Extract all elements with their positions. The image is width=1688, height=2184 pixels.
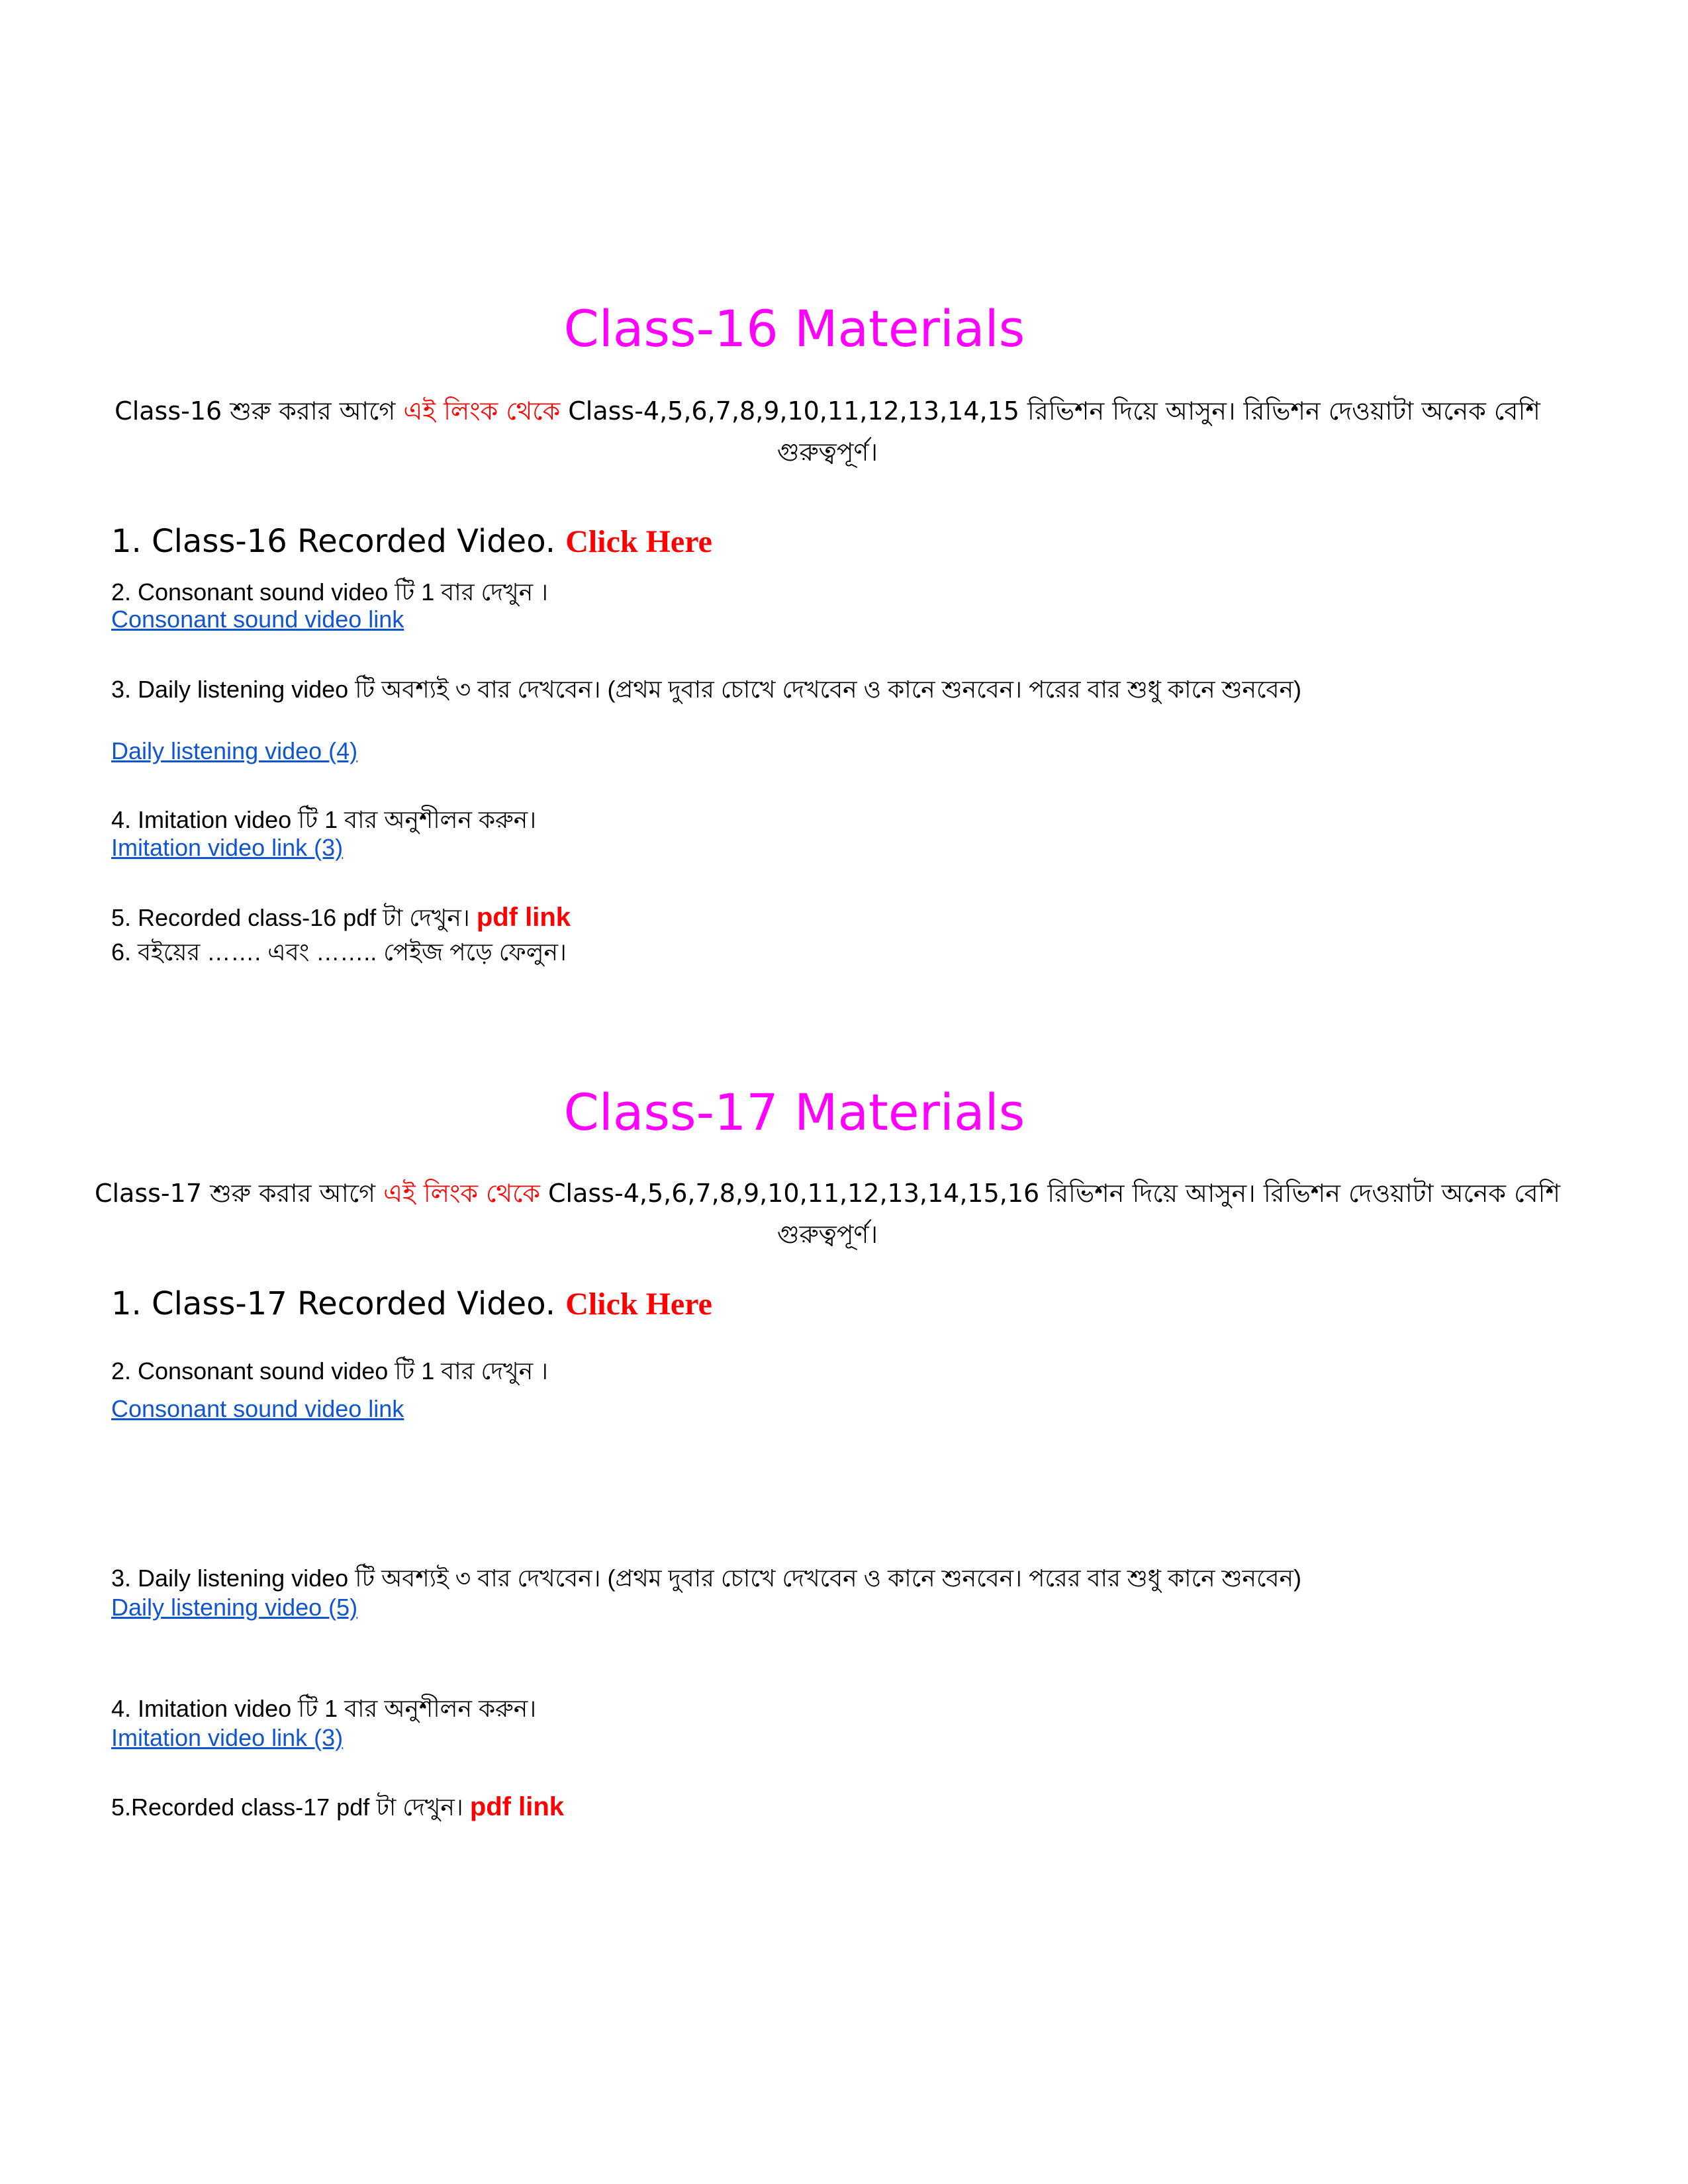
class17-imitation-link[interactable]: Imitation video link (3) bbox=[111, 1724, 344, 1751]
class17-consonant-instruction: 2. Consonant sound video টি 1 বার দেখুন । bbox=[111, 1357, 549, 1385]
class16-daily-listening-link[interactable]: Daily listening video (4) bbox=[111, 737, 358, 764]
class16-intro-text-b: Class-4,5,6,7,8,9,10,11,12,13,14,15 রিভিশন দিয়ে আসুন। রিভিশন দেওয়াটা অনেক বেশি গুরুত্বপূর্ণ। bbox=[560, 396, 1540, 467]
class17-recorded-video-item bbox=[111, 1285, 712, 1322]
class16-click-here-link[interactable]: Click Here bbox=[565, 524, 712, 559]
class17-consonant-sound-link[interactable]: Consonant sound video link bbox=[111, 1395, 404, 1422]
class17-intro-text-a: Class-17 শুরু করার আগে bbox=[94, 1179, 384, 1208]
class16-recorded-video-item bbox=[111, 523, 712, 560]
class16-intro-revision-link[interactable]: এই লিংক থেকে bbox=[403, 396, 561, 426]
class16-pdf-link[interactable]: pdf link bbox=[476, 903, 571, 932]
class17-daily-listening-instruction: 3. Daily listening video টি অবশ্যই ৩ বার দেখবেন। (প্রথম দুবার চোখে দেখবেন ও কানে শুনবেন। পরের বার শুধু কানে শুনবেন) bbox=[111, 1565, 1302, 1592]
class17-intro bbox=[66, 1173, 1589, 1255]
class16-book-pages-instruction: 6. বইয়ের ……. এবং …….. পেইজ পড়ে ফেলুন। bbox=[111, 938, 567, 966]
class16-intro bbox=[66, 390, 1589, 473]
class16-intro-text-a: Class-16 শুরু করার আগে bbox=[115, 396, 404, 426]
class17-title: Class-17 Materials bbox=[563, 1083, 1025, 1142]
class16-imitation-link[interactable]: Imitation video link (3) bbox=[111, 834, 344, 861]
class17-intro-text-b: Class-4,5,6,7,8,9,10,11,12,13,14,15,16 রিভিশন দিয়ে আসুন। রিভিশন দেওয়াটা অনেক বেশি গুরুত্বপূর্ণ। bbox=[539, 1179, 1561, 1249]
class16-imitation-instruction: 4. Imitation video টি 1 বার অনুশীলন করুন। bbox=[111, 806, 537, 833]
class16-title: Class-16 Materials bbox=[563, 299, 1025, 358]
class17-pdf-link[interactable]: pdf link bbox=[469, 1792, 565, 1821]
class16-consonant-sound-link[interactable]: Consonant sound video link bbox=[111, 606, 404, 633]
class17-pdf-label: 5.Recorded class-17 pdf টা দেখুন। bbox=[111, 1794, 470, 1821]
class16-pdf-label: 5. Recorded class-16 pdf টা দেখুন। bbox=[111, 904, 477, 931]
class16-pdf-item bbox=[111, 900, 571, 940]
class17-intro-revision-link[interactable]: এই লিংক থেকে bbox=[383, 1179, 540, 1208]
class17-pdf-item bbox=[111, 1790, 564, 1829]
class16-consonant-instruction: 2. Consonant sound video টি 1 বার দেখুন । bbox=[111, 578, 549, 606]
class16-recorded-video-label: 1. Class-16 Recorded Video. bbox=[111, 523, 566, 560]
class17-daily-listening-link[interactable]: Daily listening video (5) bbox=[111, 1594, 358, 1621]
class17-recorded-video-label: 1. Class-17 Recorded Video. bbox=[111, 1285, 566, 1322]
class16-daily-listening-instruction: 3. Daily listening video টি অবশ্যই ৩ বার দেখবেন। (প্রথম দুবার চোখে দেখবেন ও কানে শুনবেন। পরের বার শুধু কানে শুনবেন) bbox=[111, 676, 1302, 703]
class17-imitation-instruction: 4. Imitation video টি 1 বার অনুশীলন করুন। bbox=[111, 1695, 537, 1722]
class17-click-here-link[interactable]: Click Here bbox=[565, 1287, 712, 1322]
